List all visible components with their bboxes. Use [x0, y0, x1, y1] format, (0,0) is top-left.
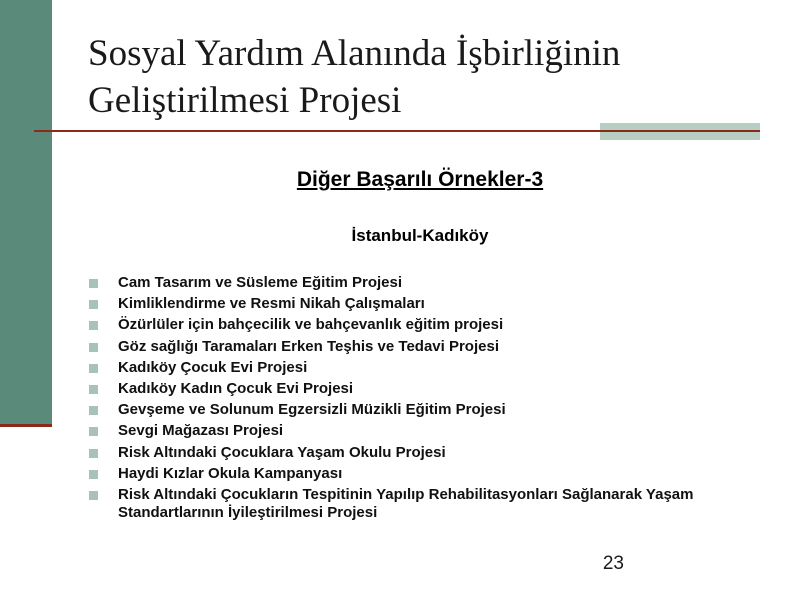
square-bullet-icon — [89, 491, 98, 500]
list-item-text: Risk Altındaki Çocukların Tespitinin Yapılıp Rehabilitasyonları Sağlanarak Yaşam Standartlarının İyileştirilmesi Projesi — [118, 485, 694, 521]
list-item — [0, 359, 800, 377]
square-bullet-icon — [89, 300, 98, 309]
list-item-text: Kadıköy Çocuk Evi Projesi — [118, 358, 308, 376]
square-bullet-icon — [89, 449, 98, 458]
square-bullet-icon — [89, 343, 98, 352]
list-item-text: Kimliklendirme ve Resmi Nikah Çalışmaları — [118, 295, 425, 313]
list-item — [0, 338, 800, 356]
square-bullet-icon — [89, 427, 98, 436]
square-bullet-icon — [89, 406, 98, 415]
list-item — [0, 401, 800, 419]
list-item-text: Gevşeme ve Solunum Egzersizli Müzikli Eğitim Projesi — [118, 401, 506, 419]
title-divider-accent-line — [600, 130, 760, 132]
square-bullet-icon — [89, 364, 98, 373]
slide-title-line-1: Sosyal Yardım Alanında İşbirliğinin — [88, 33, 621, 74]
list-item — [0, 295, 800, 313]
section-subtitle: Diğer Başarılı Örnekler-3 — [296, 168, 544, 191]
slide-title-line-2: Geliştirilmesi Projesi — [88, 80, 402, 121]
square-bullet-icon — [89, 385, 98, 394]
list-item-text: Özürlüler için bahçecilik ve bahçevanlık eğitim projesi — [118, 316, 504, 334]
list-item — [0, 465, 800, 483]
list-item-text: Cam Tasarım ve Süsleme Eğitim Projesi — [118, 274, 403, 291]
list-item — [0, 422, 800, 440]
project-list — [0, 274, 800, 525]
list-item — [0, 486, 800, 522]
list-item-text: Haydi Kızlar Okula Kampanyası — [118, 464, 343, 482]
list-item-text: Göz sağlığı Taramaları Erken Teşhis ve Tedavi Projesi — [118, 337, 499, 355]
square-bullet-icon — [89, 279, 98, 288]
list-item — [0, 316, 800, 334]
square-bullet-icon — [89, 470, 98, 479]
list-item-text: Risk Altındaki Çocuklara Yaşam Okulu Projesi — [118, 443, 446, 461]
square-bullet-icon — [89, 321, 98, 330]
list-item — [0, 380, 800, 398]
list-item-text: Sevgi Mağazası Projesi — [118, 422, 284, 440]
list-item — [0, 444, 800, 462]
list-item-text: Kadıköy Kadın Çocuk Evi Projesi — [118, 379, 354, 397]
page-number: 23 — [602, 553, 624, 574]
slide-title — [88, 30, 778, 124]
location-heading: İstanbul-Kadıköy — [351, 226, 489, 245]
list-item — [0, 274, 800, 292]
